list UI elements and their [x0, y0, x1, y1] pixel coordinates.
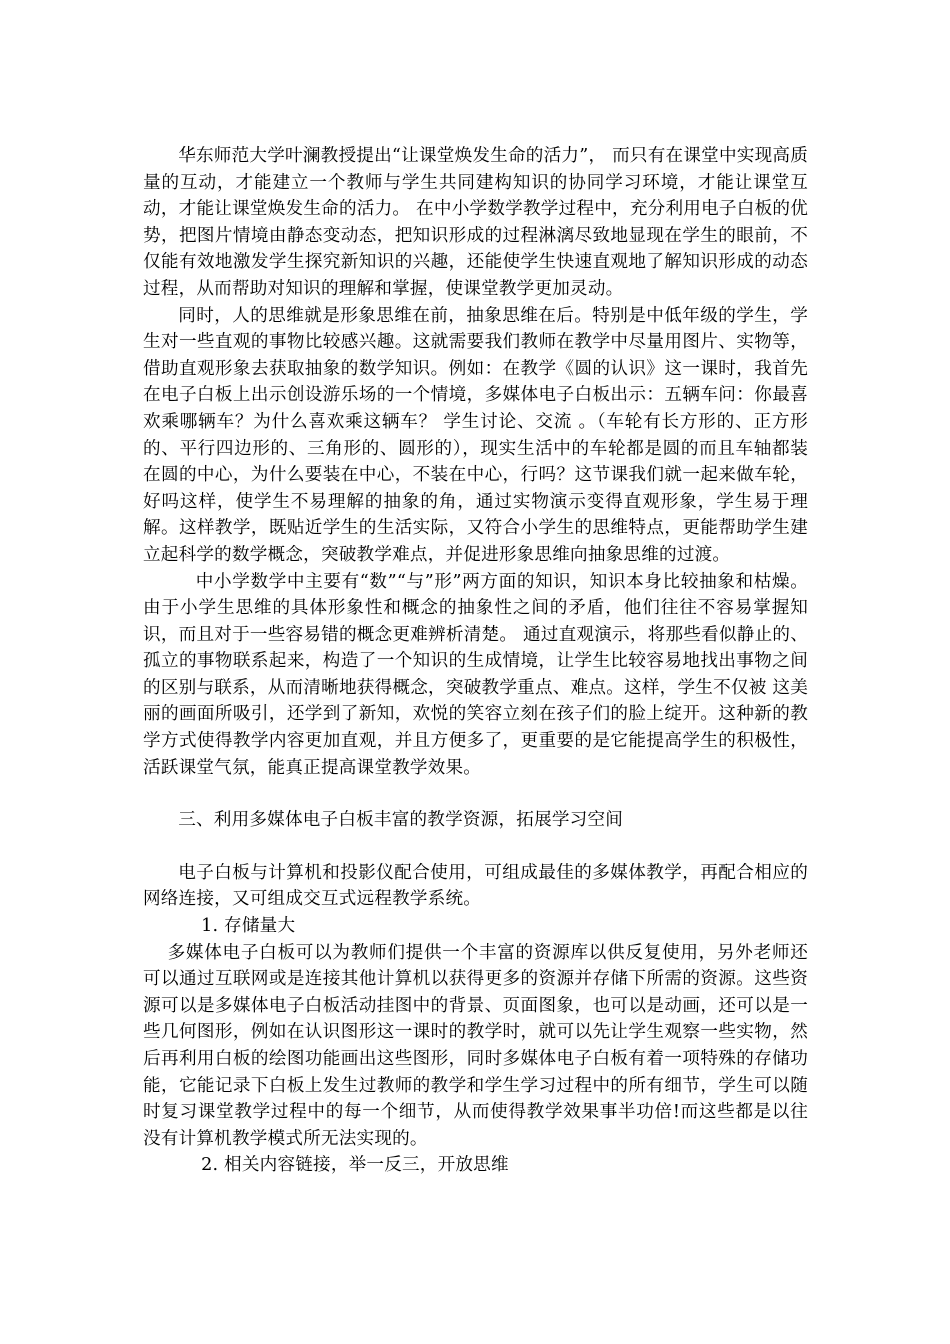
paragraph-3: 中小学数学中主要有“数”“与”形”两方面的知识，知识本身比较抽象和枯燥。由于小学生思维的具体形象性和概念的抽象性之间的矛盾，他们往往不容易掌握知识，而且对于一些容易错的概念更难辨析清楚。 通过直观演示，将那些看似静止的、孤立的事物联系起来，构造了一个知识的生成情境，让学生比较容易地找出事物之间的区别与联系，从而清晰地获得概念，突破教学重点、难点。这样，学生不仅被 这美丽的画面所吸引，还学到了新知，欢悦的笑容立刻在孩子们的脸上绽开。这种新的教学方式使得教学内容更加直观，并且方便多了，更重要的是它能提高学生的积极性，活跃课堂气氛，能真正提高课堂教学效果。	[143, 571, 808, 778]
section-heading: 三、利用多媒体电子白板丰富的教学资源，拓展学习空间	[178, 810, 624, 831]
paragraph-1: 华东师范大学叶澜教授提出“让课堂焕发生命的活力”， 而只有在课堂中实现高质量的互动，才能建立一个教师与学生共同建构知识的协同学习环境，才能让课堂互动，才能让课堂焕发生命的活力。 在中小学数学教学过程中，充分利用电子白板的优势，把图片情境由静态变动态，把知识形成的过程淋漓尽致地显现在学生的眼前，不仅能有效地激发学生探究新知识的兴趣，还能使学生快速直观地了解知识形成的动态过程，从而帮助对知识的理解和掌握，使课堂教学更加灵动。	[143, 146, 808, 299]
item-1-body: 多媒体电子白板可以为教师们提供一个丰富的资源库以供反复使用，另外老师还可以通过互联网或是连接其他计算机以获得更多的资源并存储下所需的资源。这些资源可以是多媒体电子白板活动挂图中的背景、页面图象，也可以是动画，还可以是一些几何图形，例如在认识图形这一课时的教学时，就可以先让学生观察一些实物，然后再利用白板的绘图功能画出这些图形，同时多媒体电子白板有着一项特殊的存储功能，它能记录下白板上发生过教师的教学和学生学习过程中的所有细节，学生可以随时复习课堂教学过程中的每一个细节，从而使得教学效果事半功倍!而这些都是以往没有计算机教学模式所无法实现的。	[143, 942, 808, 1149]
item-2-title: 2. 相关内容链接，举一反三，开放思维	[201, 1155, 509, 1176]
paragraph-2: 同时，人的思维就是形象思维在前，抽象思维在后。特别是中低年级的学生，学生对一些直观的事物比较感兴趣。这就需要我们教师在教学中尽量用图片、实物等，借助直观形象去获取抽象的数学知识。例如：在教学《圆的认识》这一课时，我首先在电子白板上出示创设游乐场的一个情境，多媒体电子白板出示：五辆车问：你最喜欢乘哪辆车？为什么喜欢乘这辆车？ 学生讨论、交流 。（车轮有长方形的、正方形的、平行四边形的、三角形的、圆形的），现实生活中的车轮都是圆的而且车轴都装在圆的中心，为什么要装在中心，不装在中心，行吗？这节课我们就一起来做车轮，好吗这样，使学生不易理解的抽象的角，通过实物演示变得直观形象，学生易于理解。这样教学，既贴近学生的生活实际，又符合小学生的思维特点，更能帮助学生建立起科学的数学概念，突破教学难点，并促进形象思维向抽象思维的过渡。	[143, 305, 808, 565]
item-1-title: 1. 存储量大	[201, 916, 296, 937]
section-intro: 电子白板与计算机和投影仪配合使用，可组成最佳的多媒体教学，再配合相应的网络连接，又可组成交互式远程教学系统。	[143, 862, 808, 910]
document-body	[143, 143, 808, 1179]
